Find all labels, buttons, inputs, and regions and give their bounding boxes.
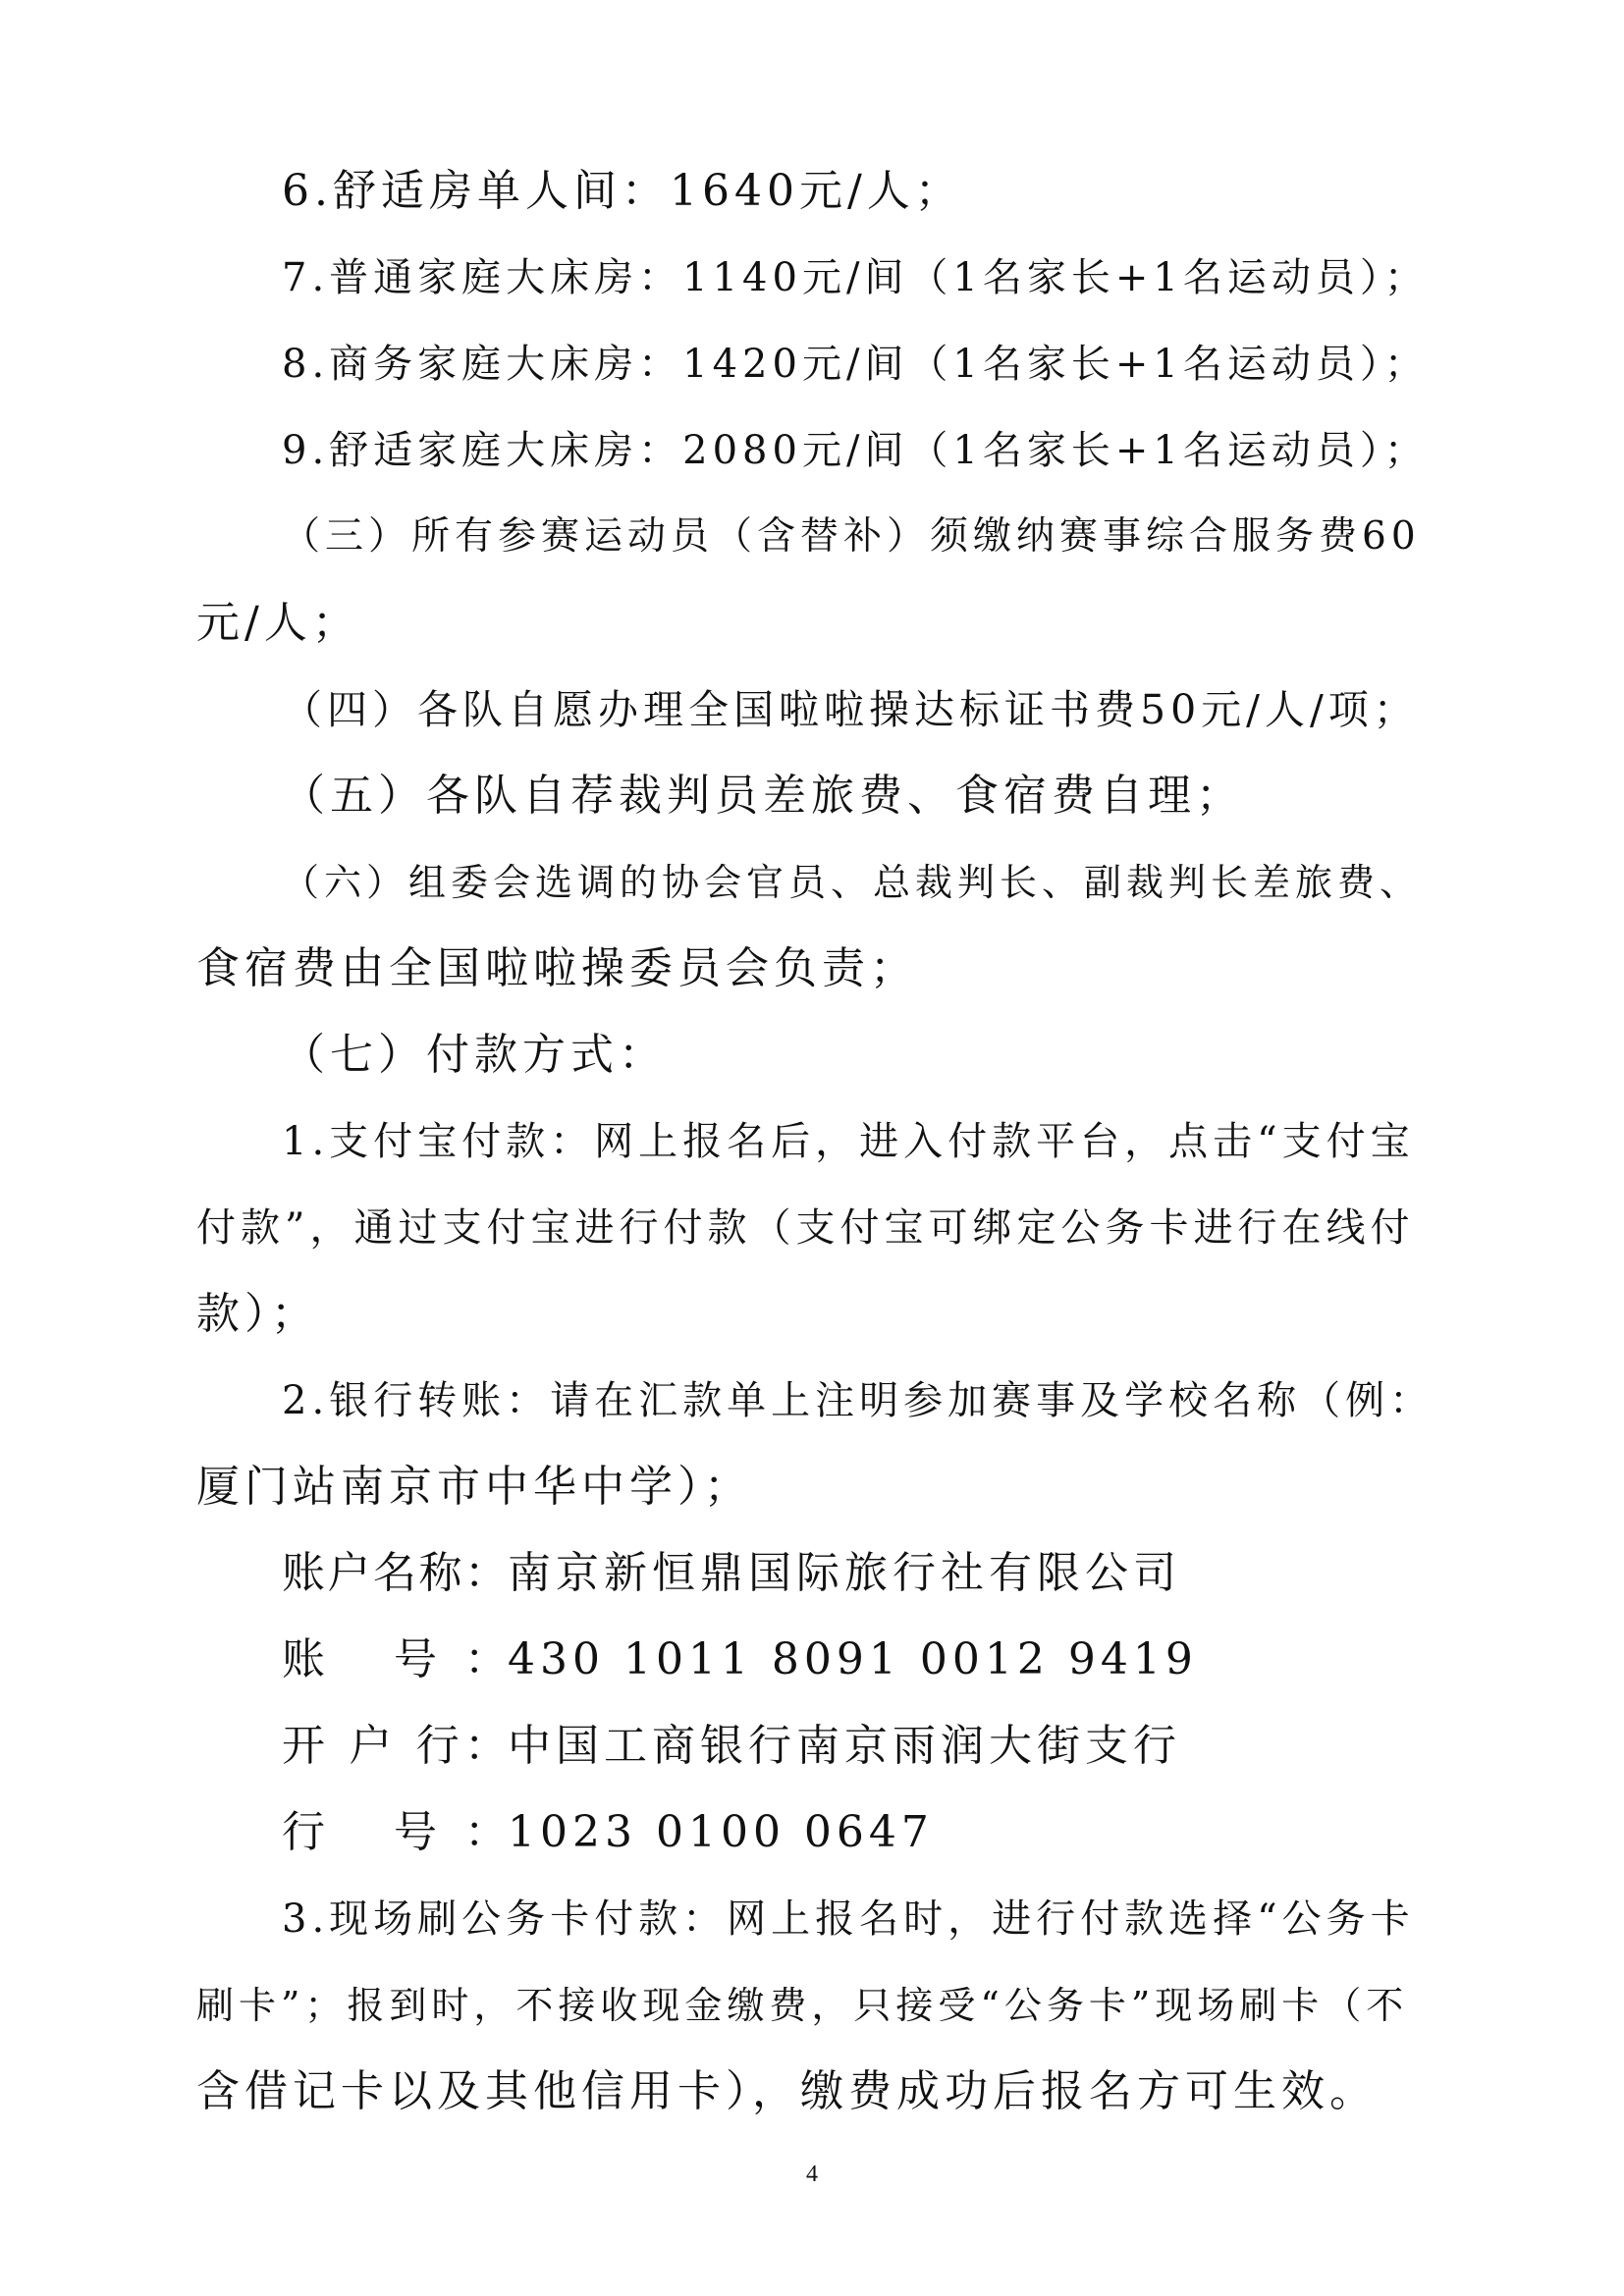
- section-4: （四）各队自愿办理全国啦啦操达标证书费50元/人/项；: [282, 686, 1419, 733]
- account-name-row: [282, 1544, 1181, 1603]
- account-number-label: 账 号：: [282, 1634, 508, 1684]
- section-3-line-2: 元/人；: [196, 598, 360, 648]
- page-number: 4: [806, 2162, 818, 2187]
- section-3-line-1: （三）所有参赛运动员（含替补）须缴纳赛事综合服务费60: [282, 514, 1421, 559]
- payment-bank-line-2: 厦门站南京市中华中学）；: [196, 1462, 752, 1512]
- payment-alipay-line-1: 1.支付宝付款：网上报名后，进入付款平台，点击“支付宝: [282, 1119, 1415, 1164]
- payment-alipay-line-2: 付款”，通过支付宝进行付款（支付宝可绑定公务卡进行在线付: [196, 1205, 1415, 1251]
- fee-item-9: 9.舒适家庭大床房：2080元/间（1名家长+1名运动员）；: [282, 428, 1429, 473]
- section-6-line-2: 食宿费由全国啦啦操委员会负责；: [196, 943, 918, 993]
- payment-card-line-2: 刷卡”；报到时，不接收现金缴费，只接受“公务卡”现场刷卡（不: [196, 1984, 1409, 2027]
- payment-card-line-1: 3.现场刷公务卡付款：网上报名时，进行付款选择“公务卡: [282, 1896, 1415, 1942]
- fee-item-7: 7.普通家庭大床房：1140元/间（1名家长+1名运动员）；: [282, 255, 1429, 300]
- account-bank-label: 开 户 行：: [282, 1721, 508, 1771]
- account-name-label: 账户名称：: [282, 1548, 508, 1598]
- account-code-row: [282, 1803, 934, 1862]
- account-code-value: 1023 0100 0647: [508, 1807, 934, 1857]
- account-bank-value: 中国工商银行南京雨润大街支行: [508, 1721, 1181, 1771]
- account-code-label: 行 号：: [282, 1807, 508, 1857]
- account-bank-row: [282, 1717, 1181, 1776]
- account-name-value: 南京新恒鼎国际旅行社有限公司: [508, 1548, 1181, 1598]
- section-7-heading: （七）付款方式：: [282, 1030, 667, 1080]
- account-number-row: [282, 1630, 1198, 1689]
- section-5: （五）各队自荐裁判员差旅费、食宿费自理；: [282, 771, 1244, 821]
- payment-card-line-3: 含借记卡以及其他信用卡），缴费成功后报名方可生效。: [196, 2066, 1378, 2116]
- section-6-line-1: （六）组委会选调的协会官员、总裁判长、副裁判长差旅费、: [282, 861, 1423, 904]
- payment-bank-line-1: 2.银行转账：请在汇款单上注明参加赛事及学校名称（例：: [282, 1378, 1435, 1423]
- fee-item-8: 8.商务家庭大床房：1420元/间（1名家长+1名运动员）；: [282, 342, 1429, 387]
- fee-item-6: 6.舒适房单人间：1640元/人；: [282, 166, 963, 216]
- payment-alipay-line-3: 款）；: [196, 1289, 319, 1339]
- account-number-value: 430 1011 8091 0012 9419: [508, 1634, 1198, 1684]
